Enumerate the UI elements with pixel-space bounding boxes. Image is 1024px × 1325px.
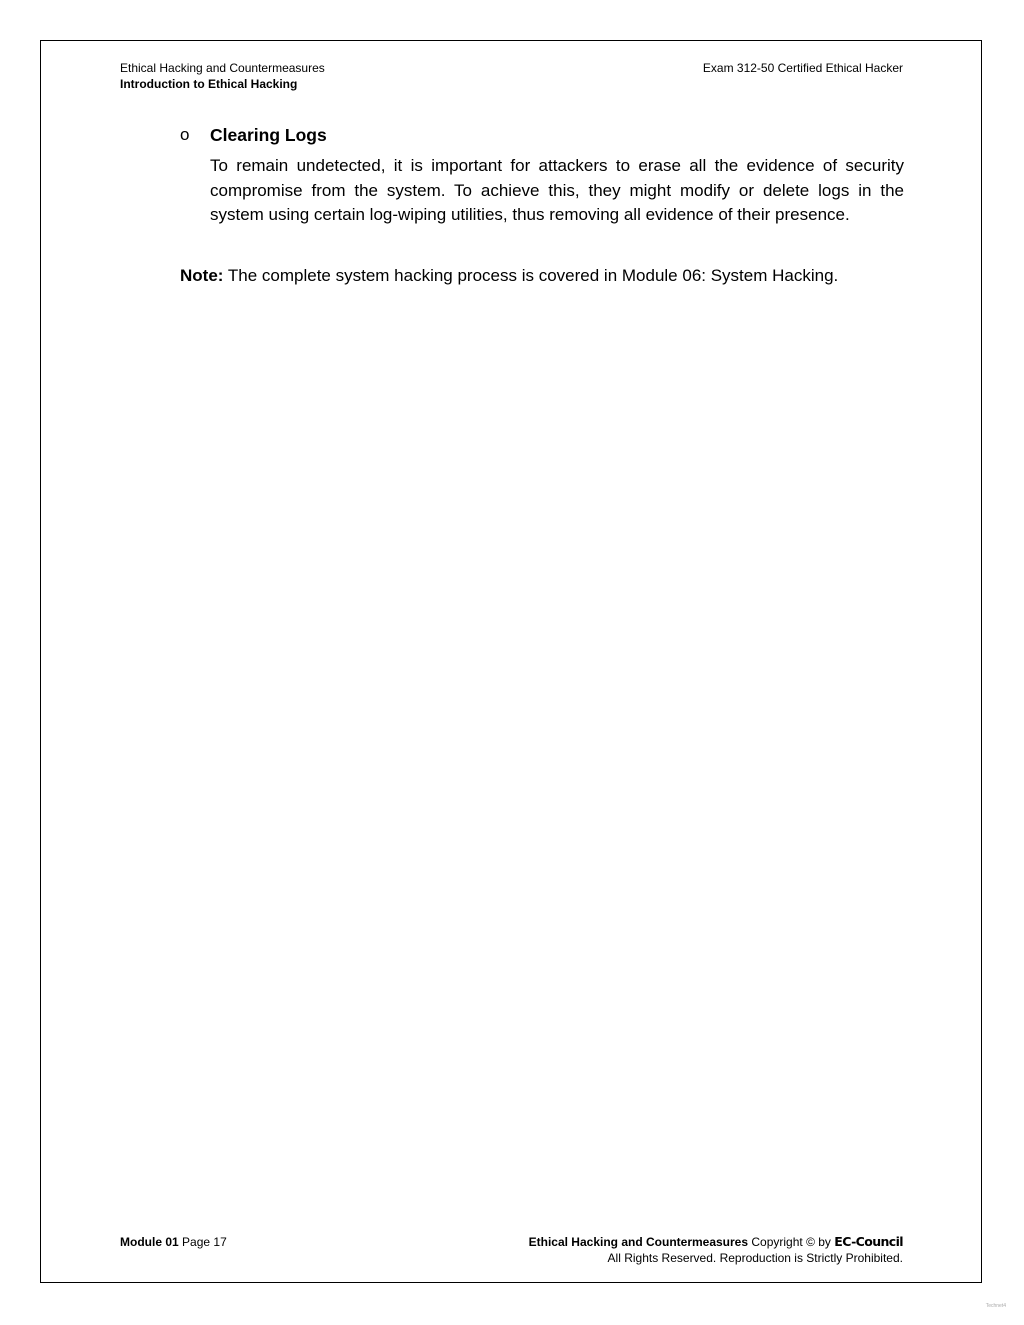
note-paragraph	[180, 264, 904, 288]
copyright-brand: Ethical Hacking and Countermeasures	[528, 1235, 749, 1249]
footer-left	[120, 1234, 227, 1250]
module-number: Module 01	[120, 1235, 179, 1249]
copyright-line	[529, 1234, 903, 1250]
footer-right	[529, 1234, 903, 1266]
ec-council-logo: EC-Council	[834, 1234, 903, 1249]
copyright-text: Copyright © by	[751, 1235, 831, 1249]
exam-label: Exam 312-50 Certified Ethical Hacker	[702, 61, 903, 75]
bullet-marker-icon: o	[180, 125, 190, 144]
header-left	[120, 60, 325, 92]
note-label: Note:	[180, 266, 224, 285]
course-title: Ethical Hacking and Countermeasures	[120, 61, 325, 75]
bullet-section	[180, 122, 904, 228]
module-title: Introduction to Ethical Hacking	[120, 77, 298, 91]
bullet-title: Clearing Logs	[210, 125, 327, 145]
rights-line: All Rights Reserved. Reproduction is Strictly Prohibited.	[607, 1251, 903, 1265]
watermark: Technet4	[985, 1303, 1006, 1309]
bullet-title-row	[180, 122, 904, 148]
page-number: Page 17	[182, 1235, 227, 1249]
bullet-paragraph: To remain undetected, it is important for attackers to erase all the evidence of security compromise from the system. To achieve this, they might modify or delete logs in the system using certain log-wiping utilities, thus removing all evidence of their presence.	[210, 156, 904, 225]
note-text: The complete system hacking process is covered in Module 06: System Hacking.	[227, 266, 839, 285]
